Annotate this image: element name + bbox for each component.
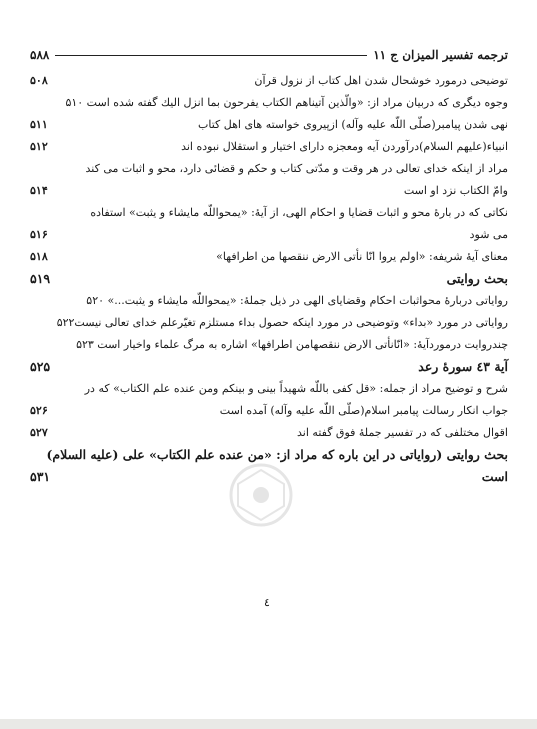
header-rule [55, 55, 367, 56]
toc-entry-page: ۵۱۱ [30, 118, 48, 131]
toc-entry-title: وجوه ديگرى كه دربيان مراد از: «والّذين آتيناهم الكتاب يفرحون بما انزل اليك گفته شده است ۵۱۰ [65, 96, 508, 109]
toc-entry-title: نهى شدن پيامبر(صلّى اللّه عليه وآله) ازپيروى خواسته هاى اهل كتاب [198, 118, 508, 131]
toc-entry-title: است [481, 469, 508, 484]
folio-mark: ٤ [264, 596, 270, 609]
toc-entry-page: ۵۱۴ [30, 184, 48, 197]
toc-entry [30, 114, 508, 136]
toc-entry [30, 202, 508, 224]
toc-entry [30, 422, 508, 444]
toc-entry [30, 312, 508, 334]
toc-entry [30, 136, 508, 158]
toc-entry [30, 268, 508, 290]
library-seal-watermark [226, 460, 296, 530]
toc-entry [30, 400, 508, 422]
toc-entry-title: مراد از اينكه خداى تعالى در هر وقت و مدّتى كتاب و حكم و قضائى دارد، محو و اثبات مى كند [85, 162, 508, 175]
toc-entry-page: ۵۱۹ [30, 271, 51, 286]
toc-entry [30, 356, 508, 378]
toc-entry [30, 378, 508, 400]
toc-entry-page: ۵۰۸ [30, 74, 48, 87]
toc-entry [30, 92, 508, 114]
toc-entry-title: آية ٤٣ سورۀ رعد [418, 359, 508, 374]
toc-entry-page: ۵۱۲ [30, 140, 48, 153]
toc-entry-page: ۵۲۷ [30, 426, 48, 439]
toc-entry-title: وامّ الكتاب نزد او است [403, 184, 508, 197]
toc-entry-title: نكاتى كه در بارۀ محو و اثبات قضايا و احكام الهى، از آيۀ: «يمحواللّه مايشاء و يثبت» استفاده [90, 206, 508, 219]
toc-entry-title: انبياء(عليهم السلام)درآوردن آيه ومعجزه داراى اختيار و استقلال نبوده اند [181, 140, 508, 153]
toc-entry-title: معناى آيۀ شريفه: «اولم يروا انّا نأتى الارض ننقصها من اطرافها» [216, 250, 508, 263]
toc-entry-title: جواب انكار رسالت پيامبر اسلام(صلّى اللّه عليه وآله) آمده است [219, 404, 508, 417]
page-header [30, 44, 508, 66]
toc-entry-title: شرح و توضيح مراد از جمله: «قل كفى باللّه شهيداً بينى و بينكم ومن عنده علم الكتاب» كه در [84, 382, 508, 395]
toc-entry-title: اقوال مختلفى كه در تفسير جملۀ فوق گفته اند [297, 426, 508, 439]
toc-entry [30, 224, 508, 246]
toc-entry [30, 158, 508, 180]
toc-entry [30, 290, 508, 312]
toc-entry-title: رواياتى در مورد «بداء» وتوضيحى در مورد اينكه حصول بداء مستلزم تغيّرعلم خداى تعالى نيست۵۲۲ [56, 316, 508, 329]
toc-entry-title: رواياتى دربارۀ محواثبات احكام وقضاياى الهى در ذيل جملۀ: «يمحواللّه مايشاء و يثبت...» ۵۲۰ [86, 294, 508, 307]
toc-entry-page: ۵۱۸ [30, 250, 48, 263]
header-page-number: ۵۸۸ [30, 48, 50, 62]
toc-entry [30, 70, 508, 92]
scan-edge [0, 719, 537, 729]
toc-entry-page: ۵۲۵ [30, 359, 51, 374]
toc-entry [30, 246, 508, 268]
toc-entry [30, 334, 508, 356]
header-running-title: ترجمه تفسير الميزان ج ١١ [373, 48, 508, 62]
toc-entry-page: ۵۲۶ [30, 404, 48, 417]
toc-entry-page: ۵۳۱ [30, 469, 51, 484]
toc-entry-title: بحث روايتى (رواياتى در اين باره كه مراد از: «من عنده علم الكتاب» على (عليه السلام) [46, 447, 508, 462]
table-of-contents [30, 70, 508, 488]
toc-entry-title: توضيحى درمورد خوشحال شدن اهل كتاب از نزول قرآن [254, 74, 508, 87]
toc-entry-title: چندروايت درموردآيۀ: «انّانأتى الارض ننقصهامن اطرافها» اشاره به مرگ علماء واخيار است ۵۲۳ [76, 338, 508, 351]
toc-entry-page: ۵۱۶ [30, 228, 48, 241]
toc-entry [30, 180, 508, 202]
toc-entry-title: بحث روايتى [446, 271, 508, 286]
toc-entry-title: مى شود [469, 228, 508, 241]
